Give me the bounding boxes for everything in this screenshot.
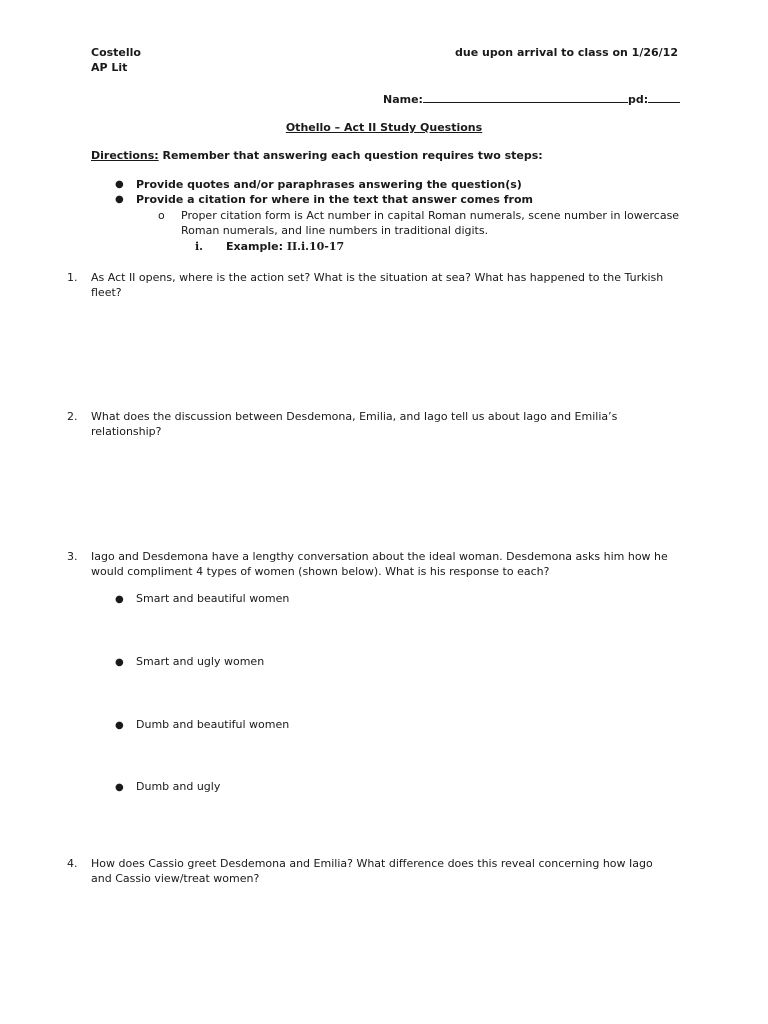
woman-type-2: Smart and ugly women xyxy=(136,655,265,668)
question-3-line2: would compliment 4 types of women (shown below). What is his response to each? xyxy=(91,565,550,578)
step-2: Provide a citation for where in the text that answer comes from xyxy=(136,193,533,206)
question-1-line1: As Act II opens, where is the action set? What is the situation at sea? What has happened to the Turkish xyxy=(91,271,664,284)
woman-type-1: Smart and beautiful women xyxy=(136,592,290,605)
example-value: II.i.10-17 xyxy=(286,240,345,253)
bullet-icon: ● xyxy=(115,720,124,731)
question-4-line2: and Cassio view/treat women? xyxy=(91,872,260,885)
bullet-icon: ● xyxy=(115,594,124,605)
period-label: pd: xyxy=(627,93,649,106)
citation-rule-line1: Proper citation form is Act number in capital Roman numerals, scene number in lowercase xyxy=(181,209,680,222)
name-label: Name: xyxy=(383,93,423,106)
question-2-line2: relationship? xyxy=(91,425,162,438)
question-4-line1: How does Cassio greet Desdemona and Emilia? What difference does this reveal concerning how Iago xyxy=(91,857,653,870)
directions-text: Remember that answering each question requires two steps: xyxy=(158,149,543,162)
question-3-number: 3. xyxy=(67,550,78,563)
question-3-line1: Iago and Desdemona have a lengthy conversation about the ideal woman. Desdemona asks him how he xyxy=(91,550,668,563)
page-title: Othello – Act II Study Questions xyxy=(285,121,483,134)
bullet-icon: ● xyxy=(115,179,124,190)
example xyxy=(226,239,344,254)
directions-label: Directions: xyxy=(91,149,159,162)
step-1: Provide quotes and/or paraphrases answering the question(s) xyxy=(136,178,522,191)
woman-type-3: Dumb and beautiful women xyxy=(136,718,290,731)
question-2-line1: What does the discussion between Desdemona, Emilia, and Iago tell us about Iago and Emilia’s xyxy=(91,410,618,423)
question-2-number: 2. xyxy=(67,410,78,423)
question-4-number: 4. xyxy=(67,857,78,870)
sub-marker: o xyxy=(158,209,165,222)
course-name: AP Lit xyxy=(91,61,128,74)
due-date: due upon arrival to class on 1/26/12 xyxy=(455,46,678,59)
question-1-number: 1. xyxy=(67,271,78,284)
name-blank xyxy=(423,91,628,103)
woman-type-4: Dumb and ugly xyxy=(136,780,221,793)
question-1-line2: fleet? xyxy=(91,286,122,299)
teacher-name: Costello xyxy=(91,46,141,59)
bullet-icon: ● xyxy=(115,194,124,205)
bullet-icon: ● xyxy=(115,782,124,793)
name-period-row xyxy=(383,91,680,107)
example-marker: i. xyxy=(195,240,204,253)
bullet-icon: ● xyxy=(115,657,124,668)
period-blank xyxy=(648,91,680,103)
citation-rule-line2: Roman numerals, and line numbers in traditional digits. xyxy=(181,224,489,237)
example-label: Example: xyxy=(226,240,287,253)
directions xyxy=(91,148,543,163)
